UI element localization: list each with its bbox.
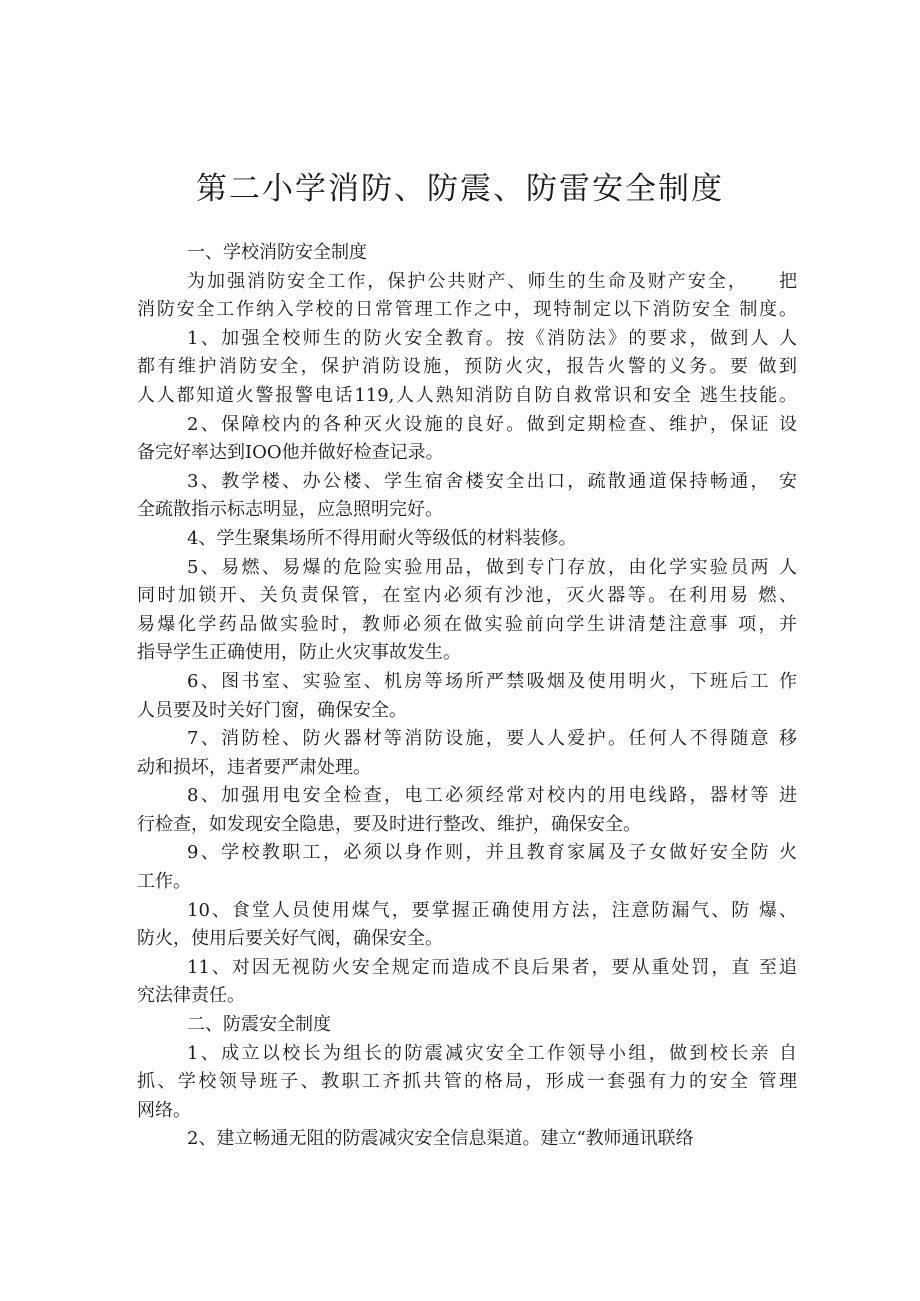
text-line: 易爆化学药品做实验时，教师必须在做实验前向学生讲清楚注意事 项，并 [137,613,797,635]
text-line: 为加强消防安全工作，保护公共财产、师生的生命及财产安全， 把 [187,270,797,292]
text-line: 工作。 [137,871,191,893]
text-line: 同时加锁开、关负责保管，在室内必须有沙池，灭火器等。在利用易 燃、 [137,585,797,607]
text-line: 2、保障校内的各种灭火设施的良好。做到定期检查、维护，保证 设 [187,413,797,435]
text-line: 网络。 [137,1099,191,1121]
text-line: 9、学校教职工，必须以身作则，并且教育家属及子女做好安全防 火 [187,842,797,864]
text-line: 人员要及时关好门窗，确保安全。 [137,699,407,721]
text-line: 一、学校消防安全制度 [187,242,367,263]
text-line: 6、图书室、实验室、机房等场所严禁吸烟及使用明火，下班后工 作 [187,670,797,692]
text-line: 2、建立畅通无阻的防震减灾安全信息渠道。建立“教师通讯联络 [187,1128,694,1150]
text-line: 动和损坏，违者要严肃处理。 [137,756,371,778]
text-line: 防火，使用后要关好气阀，确保安全。 [137,928,443,950]
text-line: 8、加强用电安全检查，电工必须经常对校内的用电线路，器材等 进 [187,785,797,807]
text-line: 10、食堂人员使用煤气，要掌握正确使用方法，注意防漏气、防 爆、 [187,899,797,921]
text-line: 7、消防栓、防火器材等消防设施，要人人爱护。任何人不得随意 移 [187,728,797,750]
text-line: 抓、学校领导班子、教职工齐抓共管的格局，形成一套强有力的安全 管理 [137,1071,797,1093]
text-line: 行检查，如发现安全隐患，要及时进行整改、维护，确保安全。 [137,813,641,835]
document-body [137,239,797,1154]
text-line: 1、加强全校师生的防火安全教育。按《消防法》的要求，做到人 人 [187,327,797,349]
text-line: 究法律责任。 [137,985,245,1007]
document-title: 第二小学消防、防震、防雷安全制度 [196,171,724,207]
text-line: 人人都知道火警报警电话119,人人熟知消防自防自救常识和安全 逃生技能。 [137,384,797,406]
text-line: 全疏散指示标志明显，应急照明完好。 [137,499,443,521]
text-line: 都有维护消防安全，保护消防设施，预防火灾，报告火警的义务。要 做到 [137,356,797,378]
text-line: 二、防震安全制度 [187,1014,331,1036]
text-line: 1、成立以校长为组长的防震减灾安全工作领导小组，做到校长亲 自 [187,1042,797,1064]
text-line: 11、对因无视防火安全规定而造成不良后果者，要从重处罚，直 至追 [187,956,797,978]
text-line: 5、易燃、易爆的危险实验用品，做到专门存放，由化学实验员两 人 [187,556,797,578]
text-line: 4、学生聚集场所不得用耐火等级低的材料装修。 [187,527,577,549]
text-line: 消防安全工作纳入学校的日常管理工作之中，现特制定以下消防安全 制度。 [137,299,797,321]
text-line: 指导学生正确使用，防止火灾事故发生。 [137,642,461,664]
text-line: 3、教学楼、办公楼、学生宿舍楼安全出口，疏散通道保持畅通， 安 [187,470,797,492]
text-line: 备完好率达到IOO他并做好检查记录。 [137,442,444,464]
